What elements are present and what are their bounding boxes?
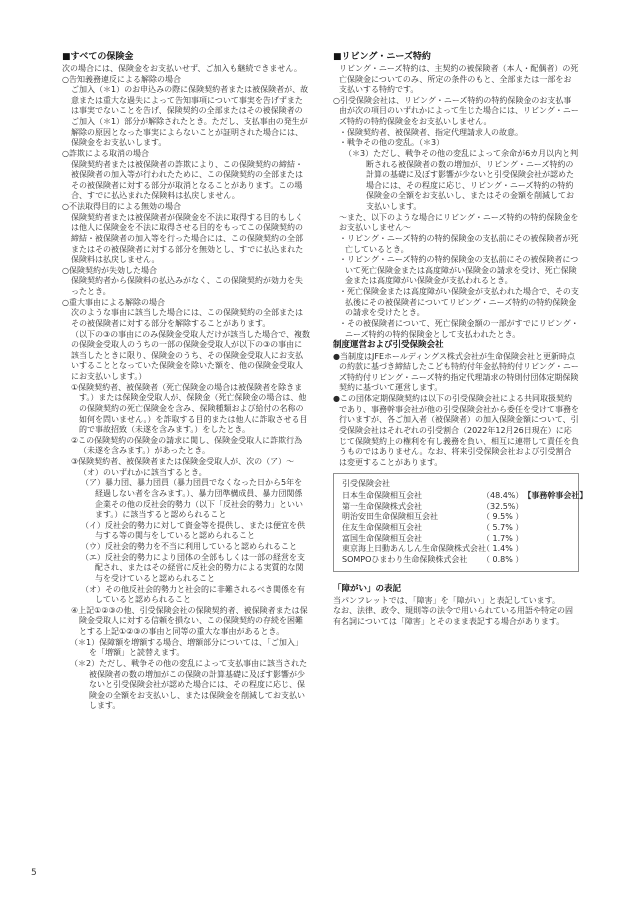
living-needs-and-operation-blocks bbox=[333, 52, 579, 468]
text-block: ④上記①②③の他、引受保険会社の保険契約者、被保険者または保険金受取人に対する信頼を損ない、この保険契約の存続を困難とする上記①②③の事由と同等の重大な事由があるとき。 bbox=[71, 605, 308, 637]
text-block: なお、法律、政令、規則等の法令で用いられている用語や特定の固有名詞については「障害」とそのまま表記する場合があります。 bbox=[333, 606, 573, 626]
text-block: ○告知義務違反による解除の場合 bbox=[62, 74, 181, 84]
company-share: （32.5%） bbox=[482, 501, 524, 511]
left-column bbox=[62, 52, 310, 712]
text-block: ・保険契約者、被保険者、指定代理請求人の故意。 bbox=[339, 127, 523, 137]
company-share: （ 0.8% ） bbox=[482, 554, 524, 564]
text-block: ②この保険契約の保険金の請求に関し、保険金受取人に詐欺行為（未遂を含みます。）があったとき。 bbox=[71, 435, 303, 456]
text-block: （オ）その他反社会的勢力と社会的に非難されるべき関係を有していると認められること bbox=[81, 584, 305, 605]
underwriter-table bbox=[333, 473, 588, 572]
right-column bbox=[333, 52, 588, 628]
company-name: 第一生命保険株式会社 bbox=[342, 501, 422, 511]
company-note: 【事務幹事会社】 bbox=[523, 491, 588, 501]
text-block: ・リビング・ニーズ特約の特約保険金の支払前にその被保険者が死亡しているとき。 bbox=[339, 233, 579, 254]
company-name: SOMPOひまわり生命保険株式会社 bbox=[342, 554, 468, 564]
text-block: 保険契約者または被保険者の詐欺により、この保険契約の締結・被保険者の加入等が行われたために、この保険契約の全部またはその被保険者に対する部分が取消となることがあります。この場合、すでに払込まれた保険料は払戻しません。 bbox=[71, 159, 303, 201]
text-block: ・リビング・ニーズ特約の特約保険金の支払前にその被保険者について死亡保険金または高度障がい保険金の請求を受け、死亡保険金または高度障がい保険金が支払われるとき。 bbox=[339, 255, 579, 286]
text-block: （イ）反社会的勢力に対して資金等を提供し、または便宜を供与する等の関与をしていると認められること bbox=[81, 520, 305, 541]
disability-notation-blocks bbox=[333, 584, 579, 627]
text-block: ●この団体定期保険契約は以下の引受保険会社による共同取扱契約であり、事務幹事会社が他の引受保険会社から委任を受けて事務を行いますが、各ご加入者（被保険者）の加入保険金額について、引受保険会社はそれぞれの引受割合（2022年12月26日現在）に応じて保険契約上の権利を有し義務を負い、相互に連帯して責任を負うものではありません。なお、将来引受保険会社および引受割合は変更することがあります。 bbox=[333, 394, 579, 467]
underwriter-row bbox=[342, 555, 572, 566]
text-block: 「障がい」の表記 bbox=[333, 584, 402, 595]
text-block: ③保険契約者、被保険者または保険金受取人が、次の（ア）～（オ）のいずれかに該当するとき。 bbox=[71, 457, 295, 477]
text-block: ○詐欺による取消の場合 bbox=[62, 148, 149, 158]
company-share: （ 1.4% ） bbox=[482, 544, 524, 554]
text-block: ・その被保険者について、死亡保険金額の一部がすでにリビング・ニーズ特約の特約保険金として支払われたとき。 bbox=[339, 318, 579, 339]
text-block: 当パンフレットでは、「障害」を「障がい」と表記しています。 bbox=[333, 595, 560, 605]
company-share: （ 9.5% ） bbox=[482, 512, 524, 522]
underwriter-table-header: 引受保険会社 bbox=[342, 479, 390, 489]
text-block: （＊3）ただし、戦争その他の変乱によって余命が6カ月以内と判断される被保険者の数の増加が、リビング・ニーズ特約の計算の基礎に及ぼす影響が少ないと引受保険会社が認めた場合には、その程度に応じ、リビング・ニーズ特約の特約保険金の全額をお支払いし、またはその金額を削減してお支払いします。 bbox=[344, 148, 579, 212]
text-block: ・戦争その他の変乱。（＊3） bbox=[339, 138, 445, 148]
underwriter-row bbox=[342, 512, 572, 523]
underwriter-row bbox=[342, 502, 572, 513]
text-block: 次のような事由に該当した場合には、この保険契約の全部またはその被保険者に対する部分を解除することがあります。 bbox=[71, 308, 303, 328]
text-block: ○重大事由による解除の場合 bbox=[62, 297, 165, 307]
text-block: 制度運営および引受保険会社 bbox=[333, 340, 444, 351]
company-name: 明治安田生命保険相互会社 bbox=[342, 512, 438, 522]
text-block: ①保険契約者、被保険者（死亡保険金の場合は被保険者を除きます。）または保険金受取人が、保険金（死亡保険金の場合は、他の保険契約の死亡保険金を含み、保険種類および給付の名称の如何を問いません。）を詐取する目的または他人に詐取させる目的で事故招致（未遂を含みます。）をしたとき。 bbox=[71, 382, 308, 435]
company-name: 富国生命保険相互会社 bbox=[342, 533, 422, 543]
text-block: （エ）反社会的勢力により団体の全部もしくは一部の経営を支配され、またはその経営に反社会的勢力による実質的な関与を受けていると認められること bbox=[81, 552, 305, 583]
text-block: ・死亡保険金または高度障がい保険金が支払われた場合で、その支払後にその被保険者についてリビング・ニーズ特約の特約保険金の請求を受けたとき。 bbox=[339, 287, 579, 318]
underwriter-row bbox=[342, 491, 588, 502]
text-block: ●当制度はJFEホールディングス株式会社が生命保険会社と更新時点の約款に基づき締結したこども特約付年金払特約付リビング・ニーズ特約付リビング・ニーズ特約指定代理請求の特則付団体定期保険契約に基づいて運営します。 bbox=[333, 351, 579, 393]
text-block: （ウ）反社会的勢力を不当に利用していると認められること bbox=[81, 542, 297, 552]
text-block: （＊2）ただし、戦争その他の変乱によって支払事由に該当された被保険者の数の増加がこの保険の計算基礎に及ぼす影響が少ないと引受保険会社が認めた場合には、その程度に応じ、保険金の全額をお支払いし、または保険金を削減してお支払いします。 bbox=[70, 658, 308, 711]
text-block: ○引受保険会社は、リビング・ニーズ特約の特約保険金のお支払事由が次の項目のいずれかによって生じた場合には、リビング・ニーズ特約の特約保険金をお支払いしません。 bbox=[333, 95, 579, 127]
text-block: ■リビング・ニーズ特約 bbox=[333, 52, 431, 62]
company-share: （ 5.7% ） bbox=[482, 522, 524, 532]
underwriter-row bbox=[342, 544, 572, 555]
text-block: ご加入（＊1）のお申込みの際に保険契約者または被保険者が、故意または重大な過失によって告知事項について事実を告げずまたは事実でないことを告げ、保険契約の全部またはその被保険者のご加入（＊1）部分が解除されたとき。ただし、支払事由の発生が解除の原因となった事実によらないことが証明された場合には、保険金をお支払いします。 bbox=[71, 85, 309, 148]
text-block: 次の場合には、保険金をお支払いせず、ご加入も継続できません。 bbox=[62, 63, 302, 73]
text-block: ■すべての保険金 bbox=[62, 52, 134, 62]
underwriter-row bbox=[342, 523, 572, 534]
company-share: （48.4%） bbox=[482, 491, 524, 501]
underwriter-row bbox=[342, 534, 572, 545]
text-block: ～また、以下のような場合にリビング・ニーズ特約の特約保険金をお支払いしません～ bbox=[339, 212, 579, 233]
underwriter-rows bbox=[342, 491, 588, 565]
text-block: （ア）暴力団、暴力団員（暴力団員でなくなった日から5年を経過しない者を含みます。）、暴力団準構成員、暴力団関係企業その他の反社会的勢力（以下「反社会的勢力」といいます。）に該当すると認められること bbox=[81, 478, 303, 520]
company-name: 東京海上日動あんしん生命保険株式会社 bbox=[342, 544, 486, 554]
text-block: （以下の③の事由にのみ保険金受取人だけが該当した場合で、複数の保険金受取人のうちの一部の保険金受取人が以下の③の事由に該当したときに限り、保険金のうち、その保険金受取人にお支払いすることとなっていた保険金を除いた額を、他の保険金受取人にお支払いします。） bbox=[71, 329, 311, 382]
text-block: ○不法取得目的による無効の場合 bbox=[62, 202, 181, 212]
company-share: （ 1.7% ） bbox=[482, 533, 524, 543]
text-block: 保険契約者または被保険者が保険金を不法に取得する目的もしくは他人に保険金を不法に取得させる目的をもってこの保険契約の締結・被保険者の加入等を行った場合には、この保険契約の全部またはその被保険者に対する部分を無効とし、すでに払込まれた保険料は払戻しません。 bbox=[71, 212, 304, 265]
text-block: （＊1）保障額を増額する場合、増額部分については、「ご加入」を「増額」と読替えます。 bbox=[70, 637, 303, 658]
page-number: 5 bbox=[31, 868, 37, 879]
text-block: ○保険契約が失効した場合 bbox=[62, 265, 157, 275]
company-name: 日本生命保険相互会社 bbox=[342, 491, 422, 501]
text-block: 保険契約者から保険料の払込みがなく、この保険契約が効力を失ったとき。 bbox=[71, 276, 303, 297]
company-name: 住友生命保険相互会社 bbox=[342, 522, 422, 532]
text-block: リビング・ニーズ特約は、主契約の被保険者（本人・配偶者）の死亡保険金についてのみ、所定の条件のもと、全部または一部をお支払いする特約です。 bbox=[339, 63, 579, 95]
